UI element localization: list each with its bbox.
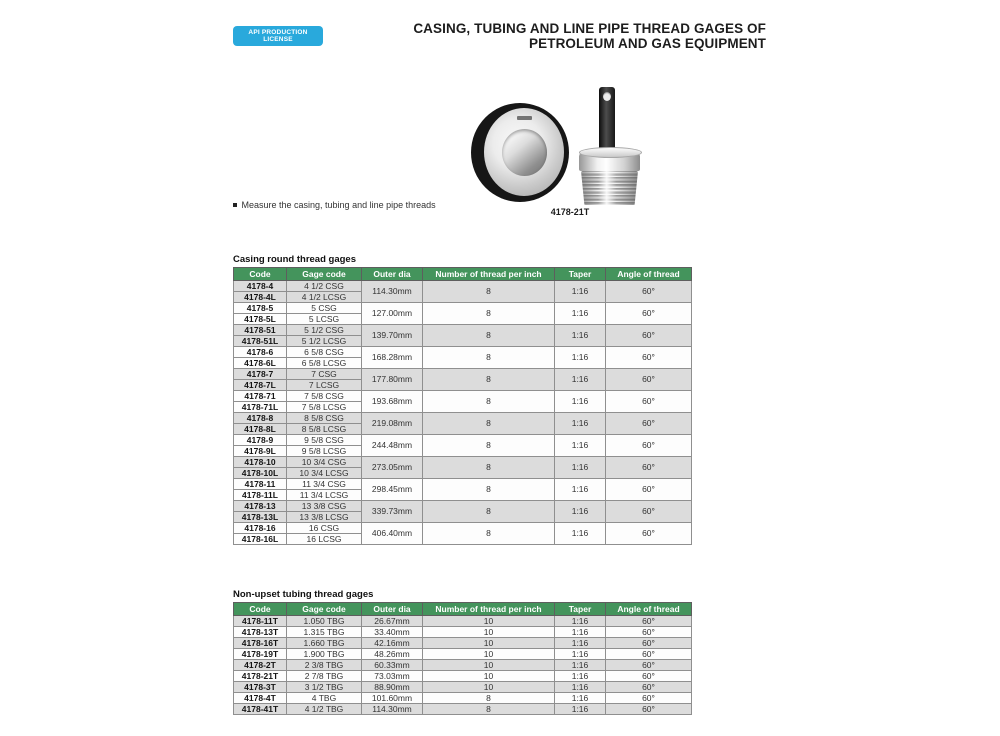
table-cell: 4178-10 xyxy=(234,457,287,468)
table-cell: 1.050 TBG xyxy=(287,616,362,627)
table-cell: 219.08mm xyxy=(362,413,423,435)
table-cell: 6 5/8 CSG xyxy=(287,347,362,358)
table-row xyxy=(234,347,692,358)
table-row xyxy=(234,391,692,402)
table-cell: 193.68mm xyxy=(362,391,423,413)
table-cell: 298.45mm xyxy=(362,479,423,501)
table-cell: 4178-16L xyxy=(234,534,287,545)
table-cell: 4178-9L xyxy=(234,446,287,457)
table-header-cell: Outer dia xyxy=(362,603,423,616)
table-header-row xyxy=(234,603,692,616)
table-cell: 4178-4 xyxy=(234,281,287,292)
table-cell: 10 xyxy=(423,660,555,671)
plug-gage-handle-hole xyxy=(603,92,611,101)
table-cell: 101.60mm xyxy=(362,693,423,704)
table-cell: 4178-13L xyxy=(234,512,287,523)
table-cell: 1.660 TBG xyxy=(287,638,362,649)
table-cell: 4178-3T xyxy=(234,682,287,693)
table-cell: 8 xyxy=(423,281,555,303)
table-cell: 1.900 TBG xyxy=(287,649,362,660)
table-cell: 8 xyxy=(423,413,555,435)
table-cell: 10 xyxy=(423,638,555,649)
table-cell: 1:16 xyxy=(555,347,606,369)
table-row xyxy=(234,638,692,649)
table-cell: 5 1/2 CSG xyxy=(287,325,362,336)
table-cell: 10 xyxy=(423,616,555,627)
table-cell: 8 xyxy=(423,501,555,523)
table-cell: 1:16 xyxy=(555,523,606,545)
table-cell: 60° xyxy=(606,671,692,682)
table-row xyxy=(234,303,692,314)
table-cell: 8 xyxy=(423,391,555,413)
table-row xyxy=(234,501,692,512)
table-cell: 60° xyxy=(606,523,692,545)
table-cell: 60° xyxy=(606,435,692,457)
table-cell: 8 xyxy=(423,457,555,479)
table-row xyxy=(234,682,692,693)
table-cell: 1:16 xyxy=(555,649,606,660)
table-cell: 7 5/8 LCSG xyxy=(287,402,362,413)
table-cell: 4178-6 xyxy=(234,347,287,358)
table-cell: 339.73mm xyxy=(362,501,423,523)
table-cell: 1:16 xyxy=(555,479,606,501)
table-cell: 60° xyxy=(606,479,692,501)
table-row xyxy=(234,457,692,468)
table-row xyxy=(234,523,692,534)
table-cell: 10 xyxy=(423,671,555,682)
table-cell: 60.33mm xyxy=(362,660,423,671)
table-cell: 42.16mm xyxy=(362,638,423,649)
table-cell: 1:16 xyxy=(555,638,606,649)
table-cell: 13 3/8 LCSG xyxy=(287,512,362,523)
table-cell: 60° xyxy=(606,616,692,627)
table-row xyxy=(234,281,692,292)
table-cell: 11 3/4 CSG xyxy=(287,479,362,490)
table-cell: 1:16 xyxy=(555,501,606,523)
table-cell: 7 5/8 CSG xyxy=(287,391,362,402)
table-cell: 4178-10L xyxy=(234,468,287,479)
table-cell: 1:16 xyxy=(555,303,606,325)
table-row xyxy=(234,435,692,446)
feature-bullet-text: Measure the casing, tubing and line pipe threads xyxy=(241,200,436,210)
table-cell: 73.03mm xyxy=(362,671,423,682)
table-row xyxy=(234,413,692,424)
table-cell: 10 xyxy=(423,682,555,693)
plug-gage-threads xyxy=(581,171,638,205)
table-cell: 9 5/8 LCSG xyxy=(287,446,362,457)
table-cell: 60° xyxy=(606,627,692,638)
table-cell: 1:16 xyxy=(555,616,606,627)
table-cell: 1:16 xyxy=(555,660,606,671)
table-cell: 4178-51 xyxy=(234,325,287,336)
bullet-square-icon xyxy=(233,203,237,207)
table-header-cell: Number of thread per inch xyxy=(423,603,555,616)
product-caption: 4178-21T xyxy=(550,207,590,217)
table-cell: 60° xyxy=(606,704,692,715)
table-cell: 60° xyxy=(606,638,692,649)
table-cell: 1:16 xyxy=(555,704,606,715)
table-cell: 13 3/8 CSG xyxy=(287,501,362,512)
table-title-tubing: Non-upset tubing thread gages xyxy=(233,589,374,600)
table-cell: 10 xyxy=(423,627,555,638)
page-title-line1: CASING, TUBING AND LINE PIPE THREAD GAGES OF xyxy=(413,21,766,36)
table-cell: 4178-4T xyxy=(234,693,287,704)
table-cell: 1:16 xyxy=(555,325,606,347)
table-cell: 1:16 xyxy=(555,627,606,638)
table-cell: 4178-2T xyxy=(234,660,287,671)
table-cell: 4 TBG xyxy=(287,693,362,704)
non-upset-tubing-thread-gages-table xyxy=(233,602,692,715)
table-cell: 7 LCSG xyxy=(287,380,362,391)
table-cell: 8 xyxy=(423,435,555,457)
table-cell: 4 1/2 TBG xyxy=(287,704,362,715)
table-cell: 60° xyxy=(606,303,692,325)
table-cell: 60° xyxy=(606,501,692,523)
table-row xyxy=(234,671,692,682)
table-header-cell: Gage code xyxy=(287,268,362,281)
table-cell: 4178-4L xyxy=(234,292,287,303)
table-cell: 60° xyxy=(606,682,692,693)
table-cell: 4178-13 xyxy=(234,501,287,512)
table-cell: 5 CSG xyxy=(287,303,362,314)
table-cell: 60° xyxy=(606,693,692,704)
plug-gage-body xyxy=(579,151,640,171)
table-cell: 60° xyxy=(606,347,692,369)
table-cell: 2 3/8 TBG xyxy=(287,660,362,671)
table-cell: 4178-5 xyxy=(234,303,287,314)
table-cell: 4178-8 xyxy=(234,413,287,424)
table-cell: 10 3/4 CSG xyxy=(287,457,362,468)
table-row xyxy=(234,616,692,627)
table-header-cell: Code xyxy=(234,603,287,616)
table-cell: 8 5/8 LCSG xyxy=(287,424,362,435)
table-cell: 1:16 xyxy=(555,369,606,391)
table-cell: 10 3/4 LCSG xyxy=(287,468,362,479)
table-cell: 4178-7 xyxy=(234,369,287,380)
table-header-cell: Code xyxy=(234,268,287,281)
table-row xyxy=(234,693,692,704)
table-cell: 8 xyxy=(423,523,555,545)
table-cell: 4178-9 xyxy=(234,435,287,446)
ring-gage-image xyxy=(471,103,569,202)
table-cell: 114.30mm xyxy=(362,704,423,715)
table-cell: 2 7/8 TBG xyxy=(287,671,362,682)
table-cell: 60° xyxy=(606,413,692,435)
feature-bullet xyxy=(233,200,436,210)
table-cell: 9 5/8 CSG xyxy=(287,435,362,446)
table-cell: 10 xyxy=(423,649,555,660)
table-cell: 177.80mm xyxy=(362,369,423,391)
table-cell: 5 1/2 LCSG xyxy=(287,336,362,347)
table-header-cell: Number of thread per inch xyxy=(423,268,555,281)
table-cell: 60° xyxy=(606,391,692,413)
table-cell: 1:16 xyxy=(555,671,606,682)
table-row xyxy=(234,627,692,638)
table-cell: 273.05mm xyxy=(362,457,423,479)
table-cell: 139.70mm xyxy=(362,325,423,347)
table-cell: 1:16 xyxy=(555,413,606,435)
table-cell: 3 1/2 TBG xyxy=(287,682,362,693)
table-header-cell: Outer dia xyxy=(362,268,423,281)
table-cell: 11 3/4 LCSG xyxy=(287,490,362,501)
table-row xyxy=(234,325,692,336)
table-cell: 60° xyxy=(606,660,692,671)
table-cell: 5 LCSG xyxy=(287,314,362,325)
table-header-cell: Taper xyxy=(555,603,606,616)
product-illustration xyxy=(440,80,690,225)
table-cell: 4178-11T xyxy=(234,616,287,627)
table-cell: 1:16 xyxy=(555,391,606,413)
table-cell: 4178-19T xyxy=(234,649,287,660)
table-title-casing: Casing round thread gages xyxy=(233,254,356,265)
table-cell: 60° xyxy=(606,649,692,660)
table-cell: 60° xyxy=(606,457,692,479)
table-cell: 48.26mm xyxy=(362,649,423,660)
table-cell: 8 5/8 CSG xyxy=(287,413,362,424)
table-row xyxy=(234,369,692,380)
table-row xyxy=(234,649,692,660)
table-cell: 4178-51L xyxy=(234,336,287,347)
table-cell: 1:16 xyxy=(555,281,606,303)
table-cell: 6 5/8 LCSG xyxy=(287,358,362,369)
table-cell: 1.315 TBG xyxy=(287,627,362,638)
api-production-license-badge: API PRODUCTION LICENSE xyxy=(233,26,323,46)
ring-gage-hole xyxy=(502,129,547,176)
table-cell: 4178-16 xyxy=(234,523,287,534)
table-cell: 33.40mm xyxy=(362,627,423,638)
table-cell: 114.30mm xyxy=(362,281,423,303)
table-cell: 127.00mm xyxy=(362,303,423,325)
table-row xyxy=(234,660,692,671)
table-cell: 4178-21T xyxy=(234,671,287,682)
table-row xyxy=(234,704,692,715)
ring-brand-mark xyxy=(517,116,532,120)
table-header-cell: Angle of thread xyxy=(606,268,692,281)
page-title xyxy=(413,21,766,51)
page-title-line2: PETROLEUM AND GAS EQUIPMENT xyxy=(529,36,766,51)
table-cell: 4178-5L xyxy=(234,314,287,325)
table-cell: 88.90mm xyxy=(362,682,423,693)
table-cell: 406.40mm xyxy=(362,523,423,545)
table-cell: 4178-11 xyxy=(234,479,287,490)
table-cell: 4178-13T xyxy=(234,627,287,638)
table-cell: 4 1/2 LCSG xyxy=(287,292,362,303)
table-cell: 4 1/2 CSG xyxy=(287,281,362,292)
table-cell: 4178-7L xyxy=(234,380,287,391)
table-header-row xyxy=(234,268,692,281)
table-cell: 60° xyxy=(606,325,692,347)
table-cell: 1:16 xyxy=(555,435,606,457)
table-cell: 4178-8L xyxy=(234,424,287,435)
table-cell: 4178-11L xyxy=(234,490,287,501)
table-header-cell: Gage code xyxy=(287,603,362,616)
table-cell: 168.28mm xyxy=(362,347,423,369)
table-cell: 8 xyxy=(423,479,555,501)
table-cell: 4178-41T xyxy=(234,704,287,715)
table-row xyxy=(234,479,692,490)
table-cell: 4178-71 xyxy=(234,391,287,402)
table-header-cell: Angle of thread xyxy=(606,603,692,616)
table-cell: 16 CSG xyxy=(287,523,362,534)
table-cell: 1:16 xyxy=(555,693,606,704)
table-cell: 8 xyxy=(423,369,555,391)
table-cell: 4178-6L xyxy=(234,358,287,369)
table-cell: 4178-71L xyxy=(234,402,287,413)
table-cell: 4178-16T xyxy=(234,638,287,649)
table-cell: 26.67mm xyxy=(362,616,423,627)
table-cell: 244.48mm xyxy=(362,435,423,457)
table-cell: 1:16 xyxy=(555,682,606,693)
table-header-cell: Taper xyxy=(555,268,606,281)
table-cell: 8 xyxy=(423,303,555,325)
table-cell: 8 xyxy=(423,347,555,369)
table-cell: 60° xyxy=(606,281,692,303)
table-cell: 8 xyxy=(423,704,555,715)
table-cell: 60° xyxy=(606,369,692,391)
table-cell: 8 xyxy=(423,325,555,347)
table-cell: 8 xyxy=(423,693,555,704)
table-cell: 1:16 xyxy=(555,457,606,479)
casing-round-thread-gages-table xyxy=(233,267,692,545)
table-cell: 16 LCSG xyxy=(287,534,362,545)
table-cell: 7 CSG xyxy=(287,369,362,380)
